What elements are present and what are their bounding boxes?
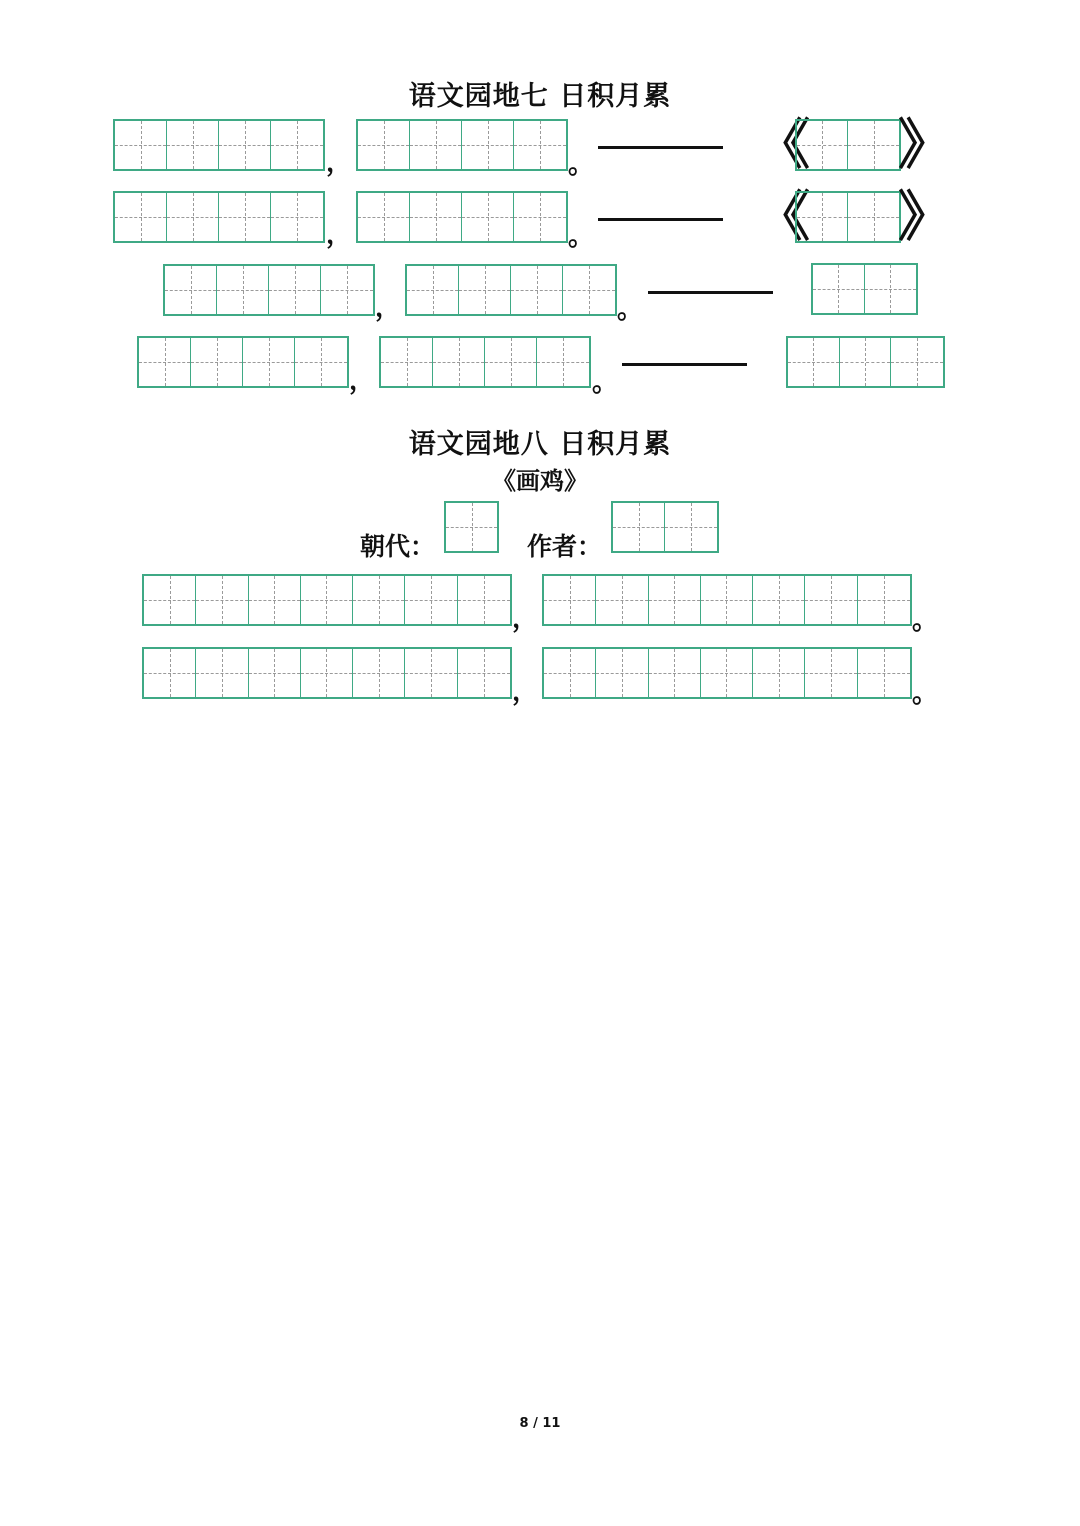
character-cell[interactable] [410,193,462,241]
character-cell[interactable] [243,338,295,386]
character-cell[interactable] [115,193,167,241]
period: 。 [912,679,939,709]
character-cell[interactable] [891,338,943,386]
character-cell[interactable] [848,121,899,169]
character-cell[interactable] [249,576,301,624]
comma: ， [326,220,353,250]
character-cell[interactable] [514,121,566,169]
writing-grid[interactable] [542,574,912,626]
character-cell[interactable] [753,649,805,697]
character-cell[interactable] [649,576,701,624]
comma: ， [375,293,402,323]
character-cell[interactable] [458,649,510,697]
character-cell[interactable] [196,576,248,624]
period: 。 [592,368,619,398]
character-cell[interactable] [596,649,648,697]
character-cell[interactable] [353,649,405,697]
character-cell[interactable] [797,193,848,241]
page-number: 8 / 11 [519,1416,561,1431]
character-cell[interactable] [217,266,269,314]
character-cell[interactable] [563,266,615,314]
character-cell[interactable] [165,266,217,314]
book-title-open: 《 [756,113,810,176]
period: 。 [568,222,595,252]
character-cell[interactable] [405,576,457,624]
character-cell[interactable] [144,576,196,624]
character-cell[interactable] [321,266,373,314]
writing-grid[interactable] [137,336,349,388]
character-cell[interactable] [813,265,865,313]
character-cell[interactable] [865,265,917,313]
writing-grid[interactable] [795,191,901,243]
character-cell[interactable] [544,649,596,697]
writing-grid[interactable] [379,336,591,388]
comma: ， [512,604,539,634]
writing-grid[interactable] [786,336,945,388]
character-cell[interactable] [848,193,899,241]
writing-grid[interactable] [163,264,375,316]
comma: ， [512,677,539,707]
character-cell[interactable] [358,193,410,241]
poem-title: 《画鸡》 [492,467,588,495]
comma: ， [349,366,376,396]
character-cell[interactable] [271,193,323,241]
attribution-dash [598,218,723,221]
character-cell[interactable] [858,576,910,624]
writing-grid[interactable] [113,191,325,243]
writing-grid[interactable] [795,119,901,171]
author-grid[interactable] [611,501,719,553]
character-cell[interactable] [537,338,589,386]
dynasty-label: 朝代： [360,532,436,561]
character-cell[interactable] [381,338,433,386]
character-cell[interactable] [446,503,497,551]
writing-grid[interactable] [142,574,512,626]
character-cell[interactable] [797,121,848,169]
character-cell[interactable] [196,649,248,697]
character-cell[interactable] [219,193,271,241]
character-cell[interactable] [485,338,537,386]
character-cell[interactable] [462,193,514,241]
character-cell[interactable] [353,576,405,624]
writing-grid[interactable] [356,191,568,243]
writing-grid[interactable] [542,647,912,699]
section8-title: 语文园地八 日积月累 [408,429,672,460]
character-cell[interactable] [167,121,219,169]
character-cell[interactable] [701,576,753,624]
attribution-dash [598,146,723,149]
writing-grid[interactable] [356,119,568,171]
character-cell[interactable] [459,266,511,314]
character-cell[interactable] [649,649,701,697]
author-label: 作者： [527,532,603,561]
character-cell[interactable] [458,576,510,624]
writing-grid[interactable] [811,263,918,315]
book-title-close: 》 [898,113,952,176]
character-cell[interactable] [596,576,648,624]
writing-grid[interactable] [113,119,325,171]
character-cell[interactable] [410,121,462,169]
character-cell[interactable] [405,649,457,697]
character-cell[interactable] [753,576,805,624]
character-cell[interactable] [219,121,271,169]
character-cell[interactable] [462,121,514,169]
writing-grid[interactable] [142,647,512,699]
character-cell[interactable] [840,338,892,386]
character-cell[interactable] [167,193,219,241]
character-cell[interactable] [511,266,563,314]
character-cell[interactable] [805,649,857,697]
comma: ， [326,148,353,178]
book-title-open: 《 [756,185,810,248]
character-cell[interactable] [115,121,167,169]
character-cell[interactable] [433,338,485,386]
period: 。 [912,606,939,636]
character-cell[interactable] [301,649,353,697]
period: 。 [617,295,644,325]
character-cell[interactable] [544,576,596,624]
character-cell[interactable] [805,576,857,624]
period: 。 [568,150,595,180]
attribution-dash [622,363,747,366]
book-title-close: 》 [898,185,952,248]
attribution-dash [648,291,773,294]
character-cell[interactable] [407,266,459,314]
character-cell[interactable] [295,338,347,386]
character-cell[interactable] [358,121,410,169]
dynasty-grid[interactable] [444,501,499,553]
character-cell[interactable] [613,503,665,551]
character-cell[interactable] [788,338,840,386]
character-cell[interactable] [514,193,566,241]
character-cell[interactable] [301,576,353,624]
writing-grid[interactable] [405,264,617,316]
section7-title: 语文园地七 日积月累 [408,81,672,112]
character-cell[interactable] [249,649,301,697]
character-cell[interactable] [139,338,191,386]
character-cell[interactable] [858,649,910,697]
character-cell[interactable] [269,266,321,314]
character-cell[interactable] [701,649,753,697]
character-cell[interactable] [191,338,243,386]
character-cell[interactable] [144,649,196,697]
character-cell[interactable] [271,121,323,169]
character-cell[interactable] [665,503,717,551]
